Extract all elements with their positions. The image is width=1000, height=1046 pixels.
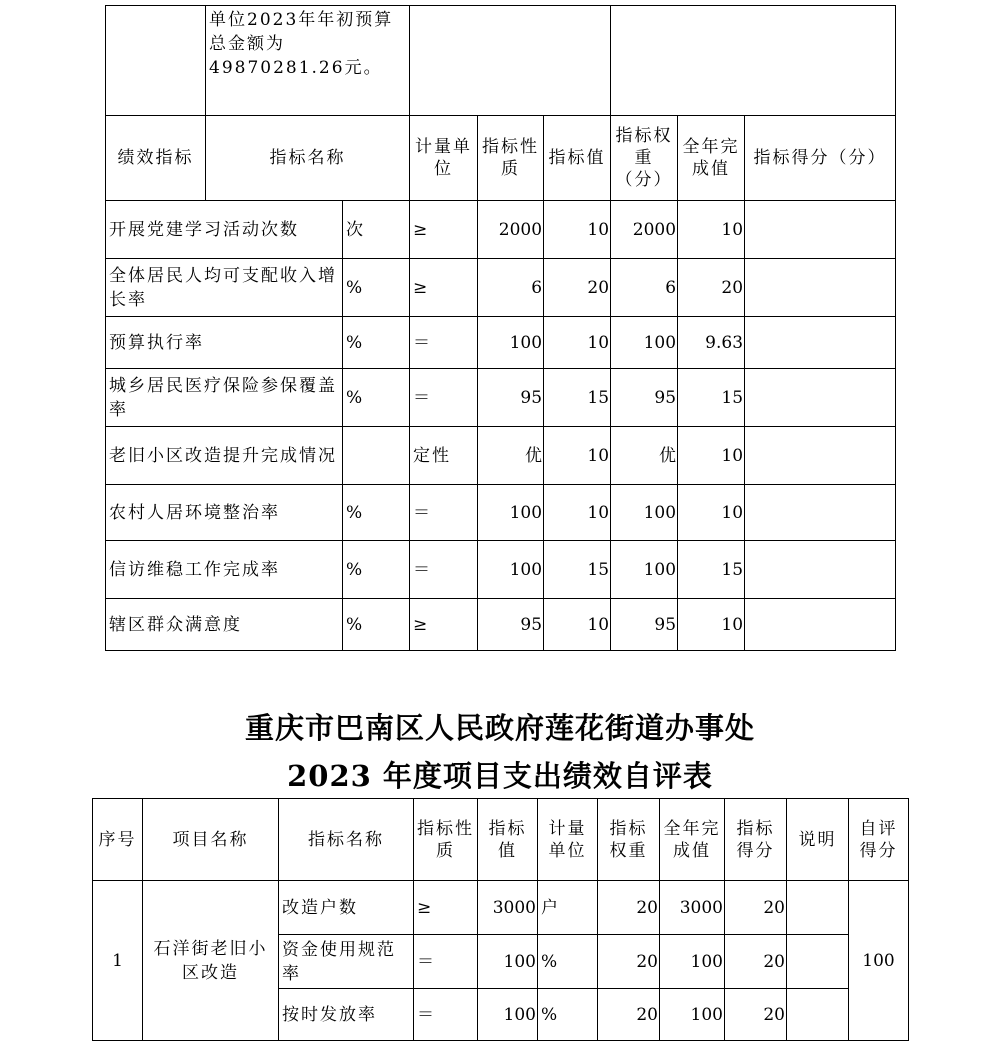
nature-cell: ＝: [410, 369, 478, 427]
note-cell: [745, 599, 896, 651]
nature-cell: ＝: [414, 935, 478, 989]
table-row: [106, 369, 896, 427]
header-nature: 指标性质: [478, 116, 544, 201]
weight-cell: 10: [544, 599, 611, 651]
unit-cell: 次: [343, 201, 410, 259]
score-cell: 20: [678, 259, 745, 317]
weight-cell: 10: [544, 485, 611, 541]
header-score: 指标得分（分）: [745, 116, 896, 201]
table-row: [106, 317, 896, 369]
nature-cell: ≥: [410, 259, 478, 317]
header-value: 指标值: [544, 116, 611, 201]
score-cell: 20: [725, 989, 787, 1041]
nature-cell: ≥: [410, 599, 478, 651]
score-cell: 20: [725, 881, 787, 935]
actual-cell: 95: [611, 599, 678, 651]
unit-cell: %: [538, 989, 598, 1041]
unit-cell: %: [343, 317, 410, 369]
actual-cell: 优: [611, 427, 678, 485]
note-cell: [745, 427, 896, 485]
note-cell: [745, 485, 896, 541]
weight-cell: 10: [544, 427, 611, 485]
page-title: 重庆市巴南区人民政府莲花街道办事处: [244, 711, 755, 745]
indicator-name-cell: 老旧小区改造提升完成情况: [106, 427, 343, 485]
indicator-name-cell: 开展党建学习活动次数: [106, 201, 343, 259]
header-weight: 指标权重（分）: [611, 116, 678, 201]
score-cell: 9.63: [678, 317, 745, 369]
note-cell: [745, 201, 896, 259]
nature-cell: ≥: [414, 881, 478, 935]
header-unit: 计量单位: [410, 116, 478, 201]
value-cell: 100: [478, 317, 544, 369]
actual-cell: 100: [660, 989, 725, 1041]
value-cell: 优: [478, 427, 544, 485]
value-cell: 100: [478, 989, 538, 1041]
note-cell: [745, 541, 896, 599]
note-cell: [745, 369, 896, 427]
group-label-cell: 绩效指标: [106, 116, 206, 201]
value-cell: 95: [478, 369, 544, 427]
note-cell: [745, 259, 896, 317]
table2-header-row: [93, 799, 909, 881]
unit-cell: %: [343, 485, 410, 541]
value-cell: 6: [478, 259, 544, 317]
weight-cell: 20: [598, 989, 660, 1041]
unit-cell: %: [343, 599, 410, 651]
blank-cell: [611, 6, 896, 116]
table-row: [106, 259, 896, 317]
header-indicator-name: 指标名称: [279, 799, 414, 881]
value-cell: 2000: [478, 201, 544, 259]
table-row: [93, 881, 909, 935]
weight-cell: 20: [598, 935, 660, 989]
nature-cell: ＝: [410, 485, 478, 541]
weight-cell: 20: [598, 881, 660, 935]
indicator-name-cell: 资金使用规范率: [279, 935, 414, 989]
score-cell: 10: [678, 201, 745, 259]
header-project: 项目名称: [143, 799, 279, 881]
self-score-cell: 100: [849, 881, 909, 1041]
weight-cell: 15: [544, 369, 611, 427]
indicator-name-cell: 全体居民人均可支配收入增长率: [106, 259, 343, 317]
score-cell: 10: [678, 599, 745, 651]
indicator-name-cell: 改造户数: [279, 881, 414, 935]
indicator-name-cell: 城乡居民医疗保险参保覆盖率: [106, 369, 343, 427]
score-cell: 20: [725, 935, 787, 989]
score-cell: 10: [678, 485, 745, 541]
score-cell: 15: [678, 541, 745, 599]
actual-cell: 95: [611, 369, 678, 427]
weight-cell: 15: [544, 541, 611, 599]
actual-cell: 100: [611, 317, 678, 369]
budget-total-text: 单位2023年年初预算总金额为49870281.26元。: [206, 6, 410, 116]
value-cell: 95: [478, 599, 544, 651]
value-cell: 100: [478, 935, 538, 989]
unit-cell: 户: [538, 881, 598, 935]
nature-cell: ＝: [410, 541, 478, 599]
value-cell: 100: [478, 541, 544, 599]
project-name-cell: 石洋街老旧小区改造: [143, 881, 279, 1041]
unit-cell: [343, 427, 410, 485]
weight-cell: 10: [544, 201, 611, 259]
note-cell: [745, 317, 896, 369]
value-cell: 3000: [478, 881, 538, 935]
header-actual: 全年完成值: [678, 116, 745, 201]
note-cell: [787, 881, 849, 935]
nature-cell: ＝: [410, 317, 478, 369]
actual-cell: 2000: [611, 201, 678, 259]
table-row: [106, 485, 896, 541]
indicator-name-cell: 农村人居环境整治率: [106, 485, 343, 541]
score-cell: 15: [678, 369, 745, 427]
score-cell: 10: [678, 427, 745, 485]
indicator-name-cell: 按时发放率: [279, 989, 414, 1041]
header-indicator-name: 指标名称: [206, 116, 410, 201]
indicator-name-cell: 辖区群众满意度: [106, 599, 343, 651]
nature-cell: 定性: [410, 427, 478, 485]
header-actual: 全年完成值: [660, 799, 725, 881]
indicator-name-cell: 预算执行率: [106, 317, 343, 369]
header-score: 指标得分: [725, 799, 787, 881]
blank-cell: [106, 6, 206, 116]
unit-cell: %: [343, 541, 410, 599]
table-row: [106, 599, 896, 651]
unit-cell: %: [538, 935, 598, 989]
table-row: [106, 541, 896, 599]
actual-cell: 100: [611, 485, 678, 541]
note-cell: [787, 989, 849, 1041]
header-seq: 序号: [93, 799, 143, 881]
nature-cell: ＝: [414, 989, 478, 1041]
note-cell: [787, 935, 849, 989]
unit-cell: %: [343, 369, 410, 427]
weight-cell: 10: [544, 317, 611, 369]
actual-cell: 100: [611, 541, 678, 599]
actual-cell: 3000: [660, 881, 725, 935]
header-self-score: 自评得分: [849, 799, 909, 881]
performance-indicator-table: [105, 5, 896, 651]
blank-cell: [410, 6, 611, 116]
nature-cell: ≥: [410, 201, 478, 259]
indicator-name-cell: 信访维稳工作完成率: [106, 541, 343, 599]
header-weight: 指标权重: [598, 799, 660, 881]
actual-cell: 6: [611, 259, 678, 317]
seq-cell: 1: [93, 881, 143, 1041]
header-note: 说明: [787, 799, 849, 881]
header-value: 指标值: [478, 799, 538, 881]
weight-cell: 20: [544, 259, 611, 317]
project-expenditure-table: [92, 798, 909, 1041]
header-unit: 计量单位: [538, 799, 598, 881]
unit-cell: %: [343, 259, 410, 317]
actual-cell: 100: [660, 935, 725, 989]
table-row: [106, 427, 896, 485]
page-subtitle: 2023 年度项目支出绩效自评表: [287, 759, 713, 793]
value-cell: 100: [478, 485, 544, 541]
header-nature: 指标性质: [414, 799, 478, 881]
table-row: [106, 201, 896, 259]
